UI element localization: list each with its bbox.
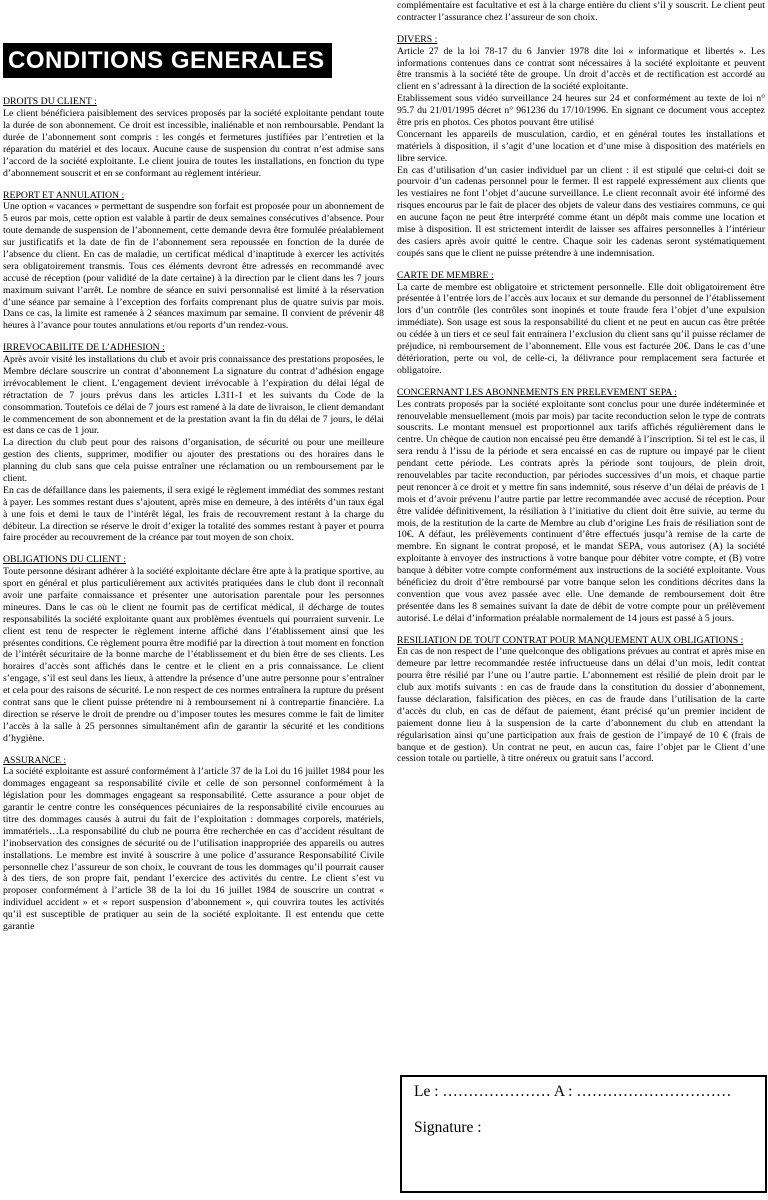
section-paragraph: Etablissement sous vidéo surveillance 24 heures sur 24 et conformément au texte de loi n° 95.7 du 21/01/1995 décret n° 961236 du 17/10/1996. En signant ce document vous acceptez être pris en photos. Ces photos pouvant être utilisé — [397, 93, 765, 129]
section-paragraph: Après avoir visité les installations du club et avoir pris connaissance des prestations proposées, le Membre déclare souscrire un contrat d’abonnement La signature du contrat d’adhésion engage irrévocablement le client. L’engagement devient irrévocable à l’expiration du délai légal de rétractation de 7 jours prévus dans les articles L311-1 et les suivants du Code de la consommation. Toutefois ce délai de 7 jours est ramené à la date de livraison, le client demandant le commencement de son abonnement et de la prestation avant la fin du délai de 7 jours, le délai est dans ce cas de 1 jour. — [3, 354, 384, 437]
section-heading: CONCERNANT LES ABONNEMENTS EN PRELEVEMENT SEPA : — [397, 386, 677, 398]
section-paragraph: La direction du club peut pour des raisons d’organisation, de sécurité ou pour une meilleure gestion des clients, supprimer, modifier ou ajouter des prestations ou des horaires dans le planning du club sans que cela puisse entraîner une réclamation ou un remboursement par le client. — [3, 437, 384, 484]
section-heading: REPORT ET ANNULATION : — [3, 189, 125, 201]
section-paragraph: Concernant les appareils de musculation, cardio, et en général toutes les installations et matériels à disposition, il s’agit d’une location et d’une mise à disposition des matériels en libre service. — [397, 128, 765, 164]
section-heading: OBLIGATIONS DU CLIENT : — [3, 554, 127, 566]
section-paragraph: Les contrats proposés par la société exploitante sont conclus pour une durée indéterminée et renouvelable mensuellement (mois par mois) par tacite reconduction selon le type de contrats souscrits. Le montant mensuel est proportionnel aux tarifs affichés régulièrement dans le centre. Un chèque de caution non encaissé peu être demandé à l’inscription. Si tel est le cas, il sera rendu à l’issu de la période et sera encaissé en cas de rupture ou impayé par le client pendant cette période. Les contrats après la période sont toujours, de plein droit, renouvelables par tacite reconduction, par périodes successives d’un mois, et chaque partie peut renoncer à ce droit et y mettre fin sans indemnité, sous réserve d’un délai de préavis de 1 mois et d’avoir prévenu l’autre partie par lettre recommandée avec accusé de réception. Pour être validée définitivement, la résiliation à l’initiative du client doit être suivie, au terme du mois, de la restitution de la carte de Membre au club d’origine Les frais de résiliation sont de 10€. A défaut, les prélèvements continuent d’être effectués jusqu’à remise de la carte de membre. En signant le contrat proposé, et le mandat SEPA, vous autorisez (A) la société exploitante à envoyer des instructions à votre banque pour débiter votre compte, et (B) votre banque à débiter votre compte conformément aux instructions de la société exploitante. Vous bénéficiez du droit d’être remboursé par votre banque selon les conditions décrites dans la convention que vous avez passée avec elle. Une demande de remboursement doit être présentée dans les 8 semaines suivant la date de débit de votre compte pour un prélèvement autorisé. Le délai d’information préalable normalement de 14 jours est passé à 5 jours. — [397, 398, 765, 624]
section-heading: DIVERS : — [397, 33, 438, 45]
section — [3, 190, 384, 333]
section — [3, 342, 384, 544]
section-paragraph: Le client bénéficiera paisiblement des services proposés par la société exploitante pendant toute la durée de son abonnement. Ce droit est incessible, inaliénable et non remboursable. Pendant la durée de l’abonnement sont compris : les congés et fermetures justifiées par l’entretien et la réparation du matériel et des locaux. Aucune cause de suspension du contrat n’est admise sans l’accord de la société exploitante. Le client jouira de toutes les installations, en fonction du type d’abonnement souscrit et en se conformant au règlement intérieur. — [3, 108, 384, 179]
section-paragraph: Article 27 de la loi 78-17 du 6 Janvier 1978 dite loi « informatique et libertés ». Les informations contenues dans ce contrat sont nécessaires à la société exploitante et peuvent être transmis à la société tête de groupe. Un droit d’accès et de rectification est accordé au client en s’adressant à la direction de la société exploitante. — [397, 45, 765, 93]
section — [3, 96, 384, 179]
section-paragraph: La société exploitante est assuré conformément à l’article 37 de la Loi du 16 juillet 1984 pour les dommages engageant sa responsabilité civile et celle de son personnel conformément à la législation pour les dommages engageant sa responsabilité. Cette assurance a pour objet de garantir le centre contre les conséquences pécuniaires de la responsabilité civile encourues au titre des dommages causés à autrui du fait de l’exploitation : dommages corporels, matériels, immatériels…La responsabilité du club ne pourra être recherchée en cas d’accident résultant de l’inobservation des consignes de sécurité ou de l’utilisation inappropriée des appareils ou autres installations. Le membre est invité à souscrire à une police d’assurance Responsabilité Civile personnelle chez l’assureur de son choix, le couvrant de tous les dommages qu’il pourrait causer à des tiers, de son propre fait, pendant l’exercice des activités du centre. Le client s’est vu proposer conformément à l’article 38 de la loi du 16 juillet 1984 de souscrire un contrat « individuel accident » et « report suspension d’abonnement », qui couvrira toutes les activités qu’il est susceptible de pratiquer au sein de la société exploitante. Il est entendu que cette garantie — [3, 766, 384, 933]
section — [397, 635, 765, 766]
section — [397, 34, 765, 260]
left-sections — [3, 96, 384, 933]
place-date-field[interactable]: Le : ………………… A : ………………………… — [414, 1083, 732, 1100]
section-heading: RESILIATION DE TOUT CONTRAT POUR MANQUEMENT AUX OBLIGATIONS : — [397, 634, 744, 646]
section-paragraph: complémentaire est facultative et est à la charge entière du client s’il y souscrit. Le client peut contracter l’assurance chez l’assureur de son choix. — [397, 0, 765, 23]
signature-label: Signature : — [414, 1119, 482, 1136]
page-title: CONDITIONS GENERALES — [3, 43, 332, 78]
section-heading: DROITS DU CLIENT : — [3, 96, 97, 108]
section-paragraph: En cas de non respect de l’une quelconque des obligations prévues au contrat et après mise en demeure par lettre recommandée restée infructueuse dans un délai d’un mois, ledit contrat pourra être résilié par l’une ou l’autre partie. L’abonnement est résilié de plein droit par le club aux motifs suivants : en cas de fraude dans la constitution du dossier d’abonnement, fausse déclaration, falsification des pièces, en cas de fraude dans l’utilisation de la carte d’accès du club, en cas de défaut de paiement, étant précisé qu’un premier incident de paiement donne lieu à la suspension de la carte d’abonnement du club en attendant la régularisation ainsi qu’une participation aux frais de gestion de l’impayé de 10 € (frais de banque et de gestion). Un contrat ne peut, en aucun cas, faire l’objet par le Client d’une cession totale ou partielle, à titre onéreux ou gratuit sans l’accord. — [397, 646, 765, 765]
section — [3, 755, 384, 933]
section-heading: IRREVOCABILITE DE L’ADHESION : — [3, 342, 165, 354]
section — [397, 0, 765, 24]
section-paragraph: En cas d’utilisation d’un casier individuel par un client : il est stipulé que celui-ci doit se pourvoir d’un cadenas personnel pour le fermer. Il est rappelé expressément aux clients que les vestiaires ne font l’objet d’aucune surveillance. Le client reconnaît avoir été informé des risques encourus par le fait de placer des objets de valeur dans des vestiaires communs, ce qui en aucune façon ne peut être interprété comme étant un dépôt mais comme une location et mise à disposition. Il est strictement interdit de laisser ses affaires personnelles à l’intérieur des casiers après avoir quitté le centre. Chaque soir les cadenas seront systématiquement coupés sans que le client ne puisse prétendre à une indemnisation. — [397, 164, 765, 259]
section — [397, 387, 765, 625]
section-heading: CARTE DE MEMBRE : — [397, 269, 494, 281]
section-paragraph: La carte de membre est obligatoire et strictement personnelle. Elle doit obligatoirement être présentée à l’entrée lors de l’accès aux locaux et sur demande du personnel de l’établissement lors d’un contrôle (les contrôles sont inopinés et toute fraude fera l’objet d’une expulsion immédiate). Son usage est sous la responsabilité du client et ne peut en aucun cas être prêtée ou cédée à un tiers et ce seul fait entrainera l’exclusion du client sans qu’il puisse réclamer de préjudice, ni remboursement de l’abonnement. Elle vous est facturée 20€. Dans le cas d’une détérioration, perte ou vol, de celle-ci, la délivrance pour remplacement sera facturée et obligatoire. — [397, 281, 765, 376]
left-column — [3, 0, 384, 943]
right-sections — [397, 0, 765, 765]
section-paragraph: En cas de défaillance dans les paiements, il sera exigé le règlement immédiat des sommes restant à payer. Les sommes restant dues s’ajoutent, après mise en demeure, à des intérêts d’un taux égal à une fois et demi le taux de l’intérêt légal, les frais de recouvrement restant à la charge du débiteur. La direction se réserve le droit d’exiger la totalité des sommes restant à payer et pourra faire procéder au recouvrement de la créance par tout moyen de son choix. — [3, 484, 384, 544]
section — [397, 270, 765, 377]
section — [3, 554, 384, 744]
right-column — [397, 0, 765, 775]
section-paragraph: Une option « vacances » permettant de suspendre son forfait est proposée pour un abonnement de 5 euros par mois, cette option est valable à partir de deux semaines consécutives d’absence. Pour toute demande de suspension de l’abonnement, cette demande devra être formulée préalablement sur justificatifs et la date de fin de l’abonnement sera repoussée en fonction de la durée de l’absence du client. En cas de maladie, un certificat médical d’inaptitude à exercer les activités sera obligatoirement transmis. Tous ces éléments devront être adressés en recommandé avec accusé de réception (pour validité de la date certaine) à la direction par le client dans les 7 jours maximum suivant l’arrêt. Le nombre de séance en suivi personnalisé est limité à la réservation d’une séance par semaine à l’exception des forfaits comprenant plus de quatre suivis par mois. Dans ce cas, la limite est ramenée à 2 séances maximum par semaine. Il convient de prévenir 48 heures à l’avance pour toutes annulations et/ou reports d’un rendez-vous. — [3, 201, 384, 332]
section-heading: ASSURANCE : — [3, 754, 67, 766]
section-paragraph: Toute personne désirant adhérer à la société exploitante déclare être apte à la pratique sportive, au sport en général et plus particulièrement aux activités pratiquées dans le club dont il reconnaît avoir une parfaite connaissance et présenter une autorisation parentale pour les personnes mineures. Dans le cas où le client ne fournit pas de certificat médical, il décharge de toutes responsabilités la société exploitante quant aux problèmes éventuels qui pourraient survenir. Le client est tenu de respecter le règlement interne affiché dans l’établissement ainsi que les présentes conditions. Ce règlement pourra être modifié par la direction à tout moment en fonction de l’intérêt sécuritaire de la bonne marche de l’établissement et du bien être de ses clients. Les horaires d’accès sont affichés dans le centre et le client en a pris connaissance. Le client s’engage, s’il est seul dans les lieux, à attendre la présence d’une autre personne pour s’entraîner et cela pour des raisons de sécurité. Le non respect de ces normes entraînera la rupture du présent contrat sans que le client puisse prétendre ni à remboursement ni à contrepartie financière. La direction se réserve le droit de prendre ou d’imposer toutes les mesures comme le fait de limiter l’accès à la salle à 25 personnes simultanément afin de garantir la sécurité et les conditions d’hygiène. — [3, 566, 385, 744]
signature-box[interactable] — [400, 1075, 767, 1193]
